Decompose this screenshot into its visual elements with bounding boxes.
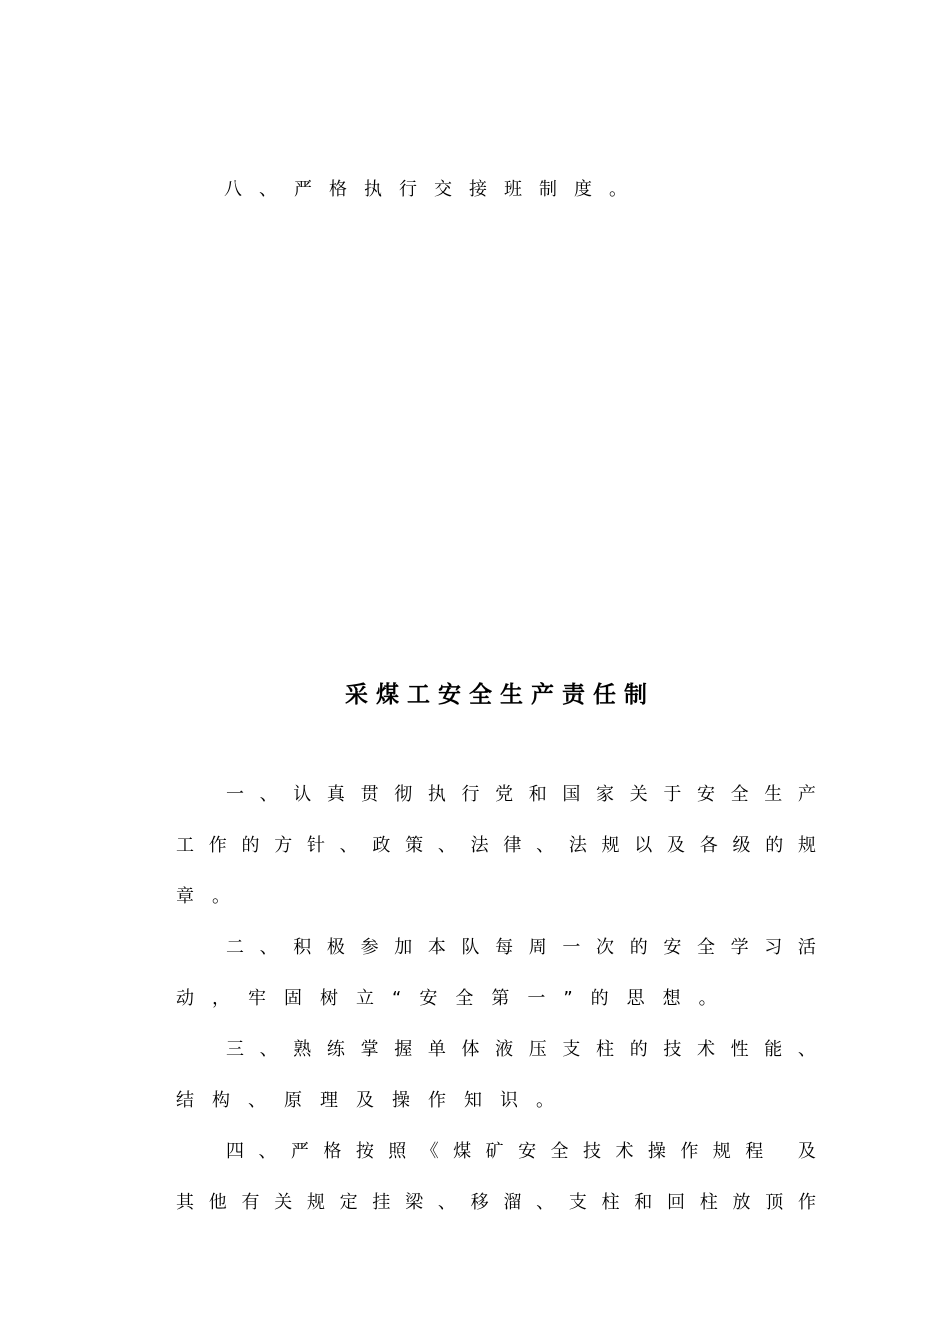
line-char: 顶 bbox=[765, 1192, 784, 1213]
line-char: 。 bbox=[609, 179, 644, 200]
line-char: 和 bbox=[528, 784, 547, 805]
line-char: 、 bbox=[339, 835, 358, 856]
line-char: 习 bbox=[764, 937, 783, 958]
line-char: 本 bbox=[427, 937, 446, 958]
document-title: 采煤工安全生产责任制 bbox=[345, 682, 655, 708]
line-char: 活 bbox=[797, 937, 816, 958]
line-char: 移 bbox=[470, 1192, 489, 1213]
line-char: 极 bbox=[326, 937, 345, 958]
line-char: 以 bbox=[634, 835, 653, 856]
line-char: 积 bbox=[293, 937, 312, 958]
line-char: 挂 bbox=[372, 1192, 391, 1213]
line-char: 术 bbox=[696, 1039, 715, 1060]
line-char: 单 bbox=[427, 1039, 446, 1060]
line-char: 、 bbox=[797, 1039, 816, 1060]
line-char: 班 bbox=[504, 179, 539, 200]
paragraph-line bbox=[176, 1089, 816, 1140]
line-char: 认 bbox=[293, 784, 312, 805]
line-char: 、 bbox=[258, 1141, 277, 1162]
line-char: 行 bbox=[461, 784, 480, 805]
line-char: 交 bbox=[434, 179, 469, 200]
line-char: 格 bbox=[329, 179, 364, 200]
line-char: 支 bbox=[562, 1039, 581, 1060]
line-char: 次 bbox=[596, 937, 615, 958]
line-char: ” bbox=[563, 988, 573, 1009]
line-char: 。 bbox=[212, 886, 230, 907]
line-char: 动 bbox=[176, 988, 194, 1009]
line-char: 关 bbox=[274, 1192, 293, 1213]
document-body bbox=[176, 783, 816, 1242]
line-char: 牢 bbox=[248, 988, 266, 1009]
line-char: 周 bbox=[528, 937, 547, 958]
line-char: 真 bbox=[326, 784, 345, 805]
line-char: 作 bbox=[208, 835, 227, 856]
line-char: 、 bbox=[437, 1192, 456, 1213]
line-char: 作 bbox=[797, 1192, 816, 1213]
line-char: 安 bbox=[663, 937, 682, 958]
line-char: 及 bbox=[356, 1090, 374, 1111]
line-char: 柱 bbox=[601, 1192, 620, 1213]
line-char: 规 bbox=[601, 835, 620, 856]
line-char: 全 bbox=[696, 937, 715, 958]
paragraph-line bbox=[176, 987, 816, 1038]
line-char: 规 bbox=[712, 1141, 731, 1162]
line-char: 的 bbox=[629, 937, 648, 958]
line-char: 、 bbox=[259, 937, 278, 958]
line-char: 其 bbox=[176, 1192, 194, 1213]
line-char: 体 bbox=[461, 1039, 480, 1060]
line-char: 他 bbox=[208, 1192, 227, 1213]
line-char: 原 bbox=[284, 1090, 302, 1111]
line-char: 柱 bbox=[596, 1039, 615, 1060]
line-char: 接 bbox=[469, 179, 504, 200]
line-char: 生 bbox=[764, 784, 783, 805]
line-char: 握 bbox=[394, 1039, 413, 1060]
line-char: 性 bbox=[730, 1039, 749, 1060]
line-char: 。 bbox=[536, 1090, 554, 1111]
line-char: 固 bbox=[284, 988, 302, 1009]
line-char: 有 bbox=[241, 1192, 260, 1213]
line-char: 家 bbox=[596, 784, 615, 805]
line-char: 、 bbox=[248, 1090, 266, 1111]
line-char: 练 bbox=[326, 1039, 345, 1060]
line-char: 梁 bbox=[405, 1192, 424, 1213]
line-char: 一 bbox=[226, 784, 244, 805]
line-char: 的 bbox=[629, 1039, 648, 1060]
line-char: 四 bbox=[226, 1141, 244, 1162]
line-char: 严 bbox=[294, 179, 329, 200]
line-char: 度 bbox=[574, 179, 609, 200]
line-char: 彻 bbox=[394, 784, 413, 805]
line-char: 作 bbox=[428, 1090, 446, 1111]
line-char: 安 bbox=[419, 988, 438, 1009]
line-char bbox=[778, 1140, 784, 1191]
line-char: 支 bbox=[568, 1192, 587, 1213]
line-char: 理 bbox=[320, 1090, 338, 1111]
line-char: 政 bbox=[372, 835, 391, 856]
line-char: 执 bbox=[364, 179, 399, 200]
line-char: 掌 bbox=[360, 1039, 379, 1060]
line-char: 操 bbox=[647, 1141, 666, 1162]
line-char: 队 bbox=[461, 937, 480, 958]
line-char: 法 bbox=[568, 835, 587, 856]
line-char: 贯 bbox=[360, 784, 379, 805]
line-char: 按 bbox=[355, 1141, 374, 1162]
line-char: 工 bbox=[176, 835, 194, 856]
paragraph-line bbox=[176, 1038, 816, 1089]
line-char: 思 bbox=[626, 988, 645, 1009]
line-char: 法 bbox=[470, 835, 489, 856]
line-char: 结 bbox=[176, 1090, 194, 1111]
line-char: 第 bbox=[491, 988, 510, 1009]
line-char: 、 bbox=[259, 179, 294, 200]
line-char: 压 bbox=[528, 1039, 547, 1060]
line-char: 国 bbox=[562, 784, 581, 805]
paragraph-line bbox=[176, 936, 816, 987]
line-char: 想 bbox=[662, 988, 681, 1009]
line-char: 全 bbox=[730, 784, 749, 805]
line-char: 二 bbox=[226, 937, 244, 958]
paragraph-line bbox=[176, 1140, 816, 1191]
line-char: 针 bbox=[306, 835, 325, 856]
line-char: 作 bbox=[680, 1141, 699, 1162]
line-char: 熟 bbox=[293, 1039, 312, 1060]
line-char: 定 bbox=[339, 1192, 358, 1213]
line-char: 级 bbox=[732, 835, 751, 856]
line-char: 严 bbox=[290, 1141, 309, 1162]
line-char: 律 bbox=[503, 835, 522, 856]
line-char: 知 bbox=[464, 1090, 482, 1111]
line-char: 每 bbox=[495, 937, 514, 958]
line-char: 参 bbox=[360, 937, 379, 958]
line-char: 一 bbox=[527, 988, 546, 1009]
line-char: 技 bbox=[663, 1039, 682, 1060]
paragraph-line bbox=[176, 1191, 816, 1242]
line-char: 及 bbox=[667, 835, 686, 856]
line-char: 学 bbox=[730, 937, 749, 958]
line-char: 《 bbox=[420, 1141, 439, 1162]
line-char: 方 bbox=[274, 835, 293, 856]
line-char: 加 bbox=[394, 937, 413, 958]
line-char: 树 bbox=[320, 988, 338, 1009]
line-char: 回 bbox=[667, 1192, 686, 1213]
line-char: 矿 bbox=[485, 1141, 504, 1162]
line-char: 全 bbox=[455, 988, 474, 1009]
line-char: 关 bbox=[629, 784, 648, 805]
line-char: 的 bbox=[765, 835, 784, 856]
line-char: 安 bbox=[518, 1141, 537, 1162]
line-char: 章 bbox=[176, 886, 194, 907]
line-char: 各 bbox=[699, 835, 718, 856]
line-char: 和 bbox=[634, 1192, 653, 1213]
line-char: 的 bbox=[590, 988, 609, 1009]
line-char: 策 bbox=[405, 835, 424, 856]
line-char: 溜 bbox=[503, 1192, 522, 1213]
line-char: 规 bbox=[306, 1192, 325, 1213]
line-char: 一 bbox=[562, 937, 581, 958]
line-char: 党 bbox=[495, 784, 514, 805]
line-char: 制 bbox=[539, 179, 574, 200]
line-char: 技 bbox=[582, 1141, 601, 1162]
line-char: 行 bbox=[399, 179, 434, 200]
line-char: 规 bbox=[797, 835, 816, 856]
line-char: 识 bbox=[500, 1090, 518, 1111]
line-char: 程 bbox=[745, 1141, 764, 1162]
line-char: ， bbox=[212, 988, 230, 1009]
line-char: 。 bbox=[698, 988, 717, 1009]
paragraph-line bbox=[176, 783, 816, 834]
line-char: 构 bbox=[212, 1090, 230, 1111]
line-char: 、 bbox=[536, 1192, 555, 1213]
line-char: 液 bbox=[495, 1039, 514, 1060]
line-char: “ bbox=[392, 988, 402, 1009]
line-char: 术 bbox=[615, 1141, 634, 1162]
line-char: 产 bbox=[797, 784, 816, 805]
line-char: 、 bbox=[437, 835, 456, 856]
line-char: 煤 bbox=[453, 1141, 472, 1162]
line-char: 能 bbox=[764, 1039, 783, 1060]
line-char: 执 bbox=[427, 784, 446, 805]
line-char: 放 bbox=[732, 1192, 751, 1213]
line-char: 及 bbox=[797, 1141, 816, 1162]
line-char: 立 bbox=[356, 988, 374, 1009]
line-char: 全 bbox=[550, 1141, 569, 1162]
line-char: 柱 bbox=[699, 1192, 718, 1213]
line-char: 、 bbox=[259, 1039, 278, 1060]
line-char: 照 bbox=[388, 1141, 407, 1162]
previous-section-last-item bbox=[224, 178, 644, 202]
line-char: 格 bbox=[323, 1141, 342, 1162]
line-char: 、 bbox=[259, 784, 278, 805]
line-char: 操 bbox=[392, 1090, 410, 1111]
paragraph-line bbox=[176, 834, 816, 885]
line-char: 、 bbox=[536, 835, 555, 856]
line-char: 于 bbox=[663, 784, 682, 805]
line-char: 三 bbox=[226, 1039, 244, 1060]
line-char: 八 bbox=[224, 179, 259, 200]
paragraph-line bbox=[176, 885, 816, 936]
line-char: 的 bbox=[241, 835, 260, 856]
line-char: 安 bbox=[696, 784, 715, 805]
